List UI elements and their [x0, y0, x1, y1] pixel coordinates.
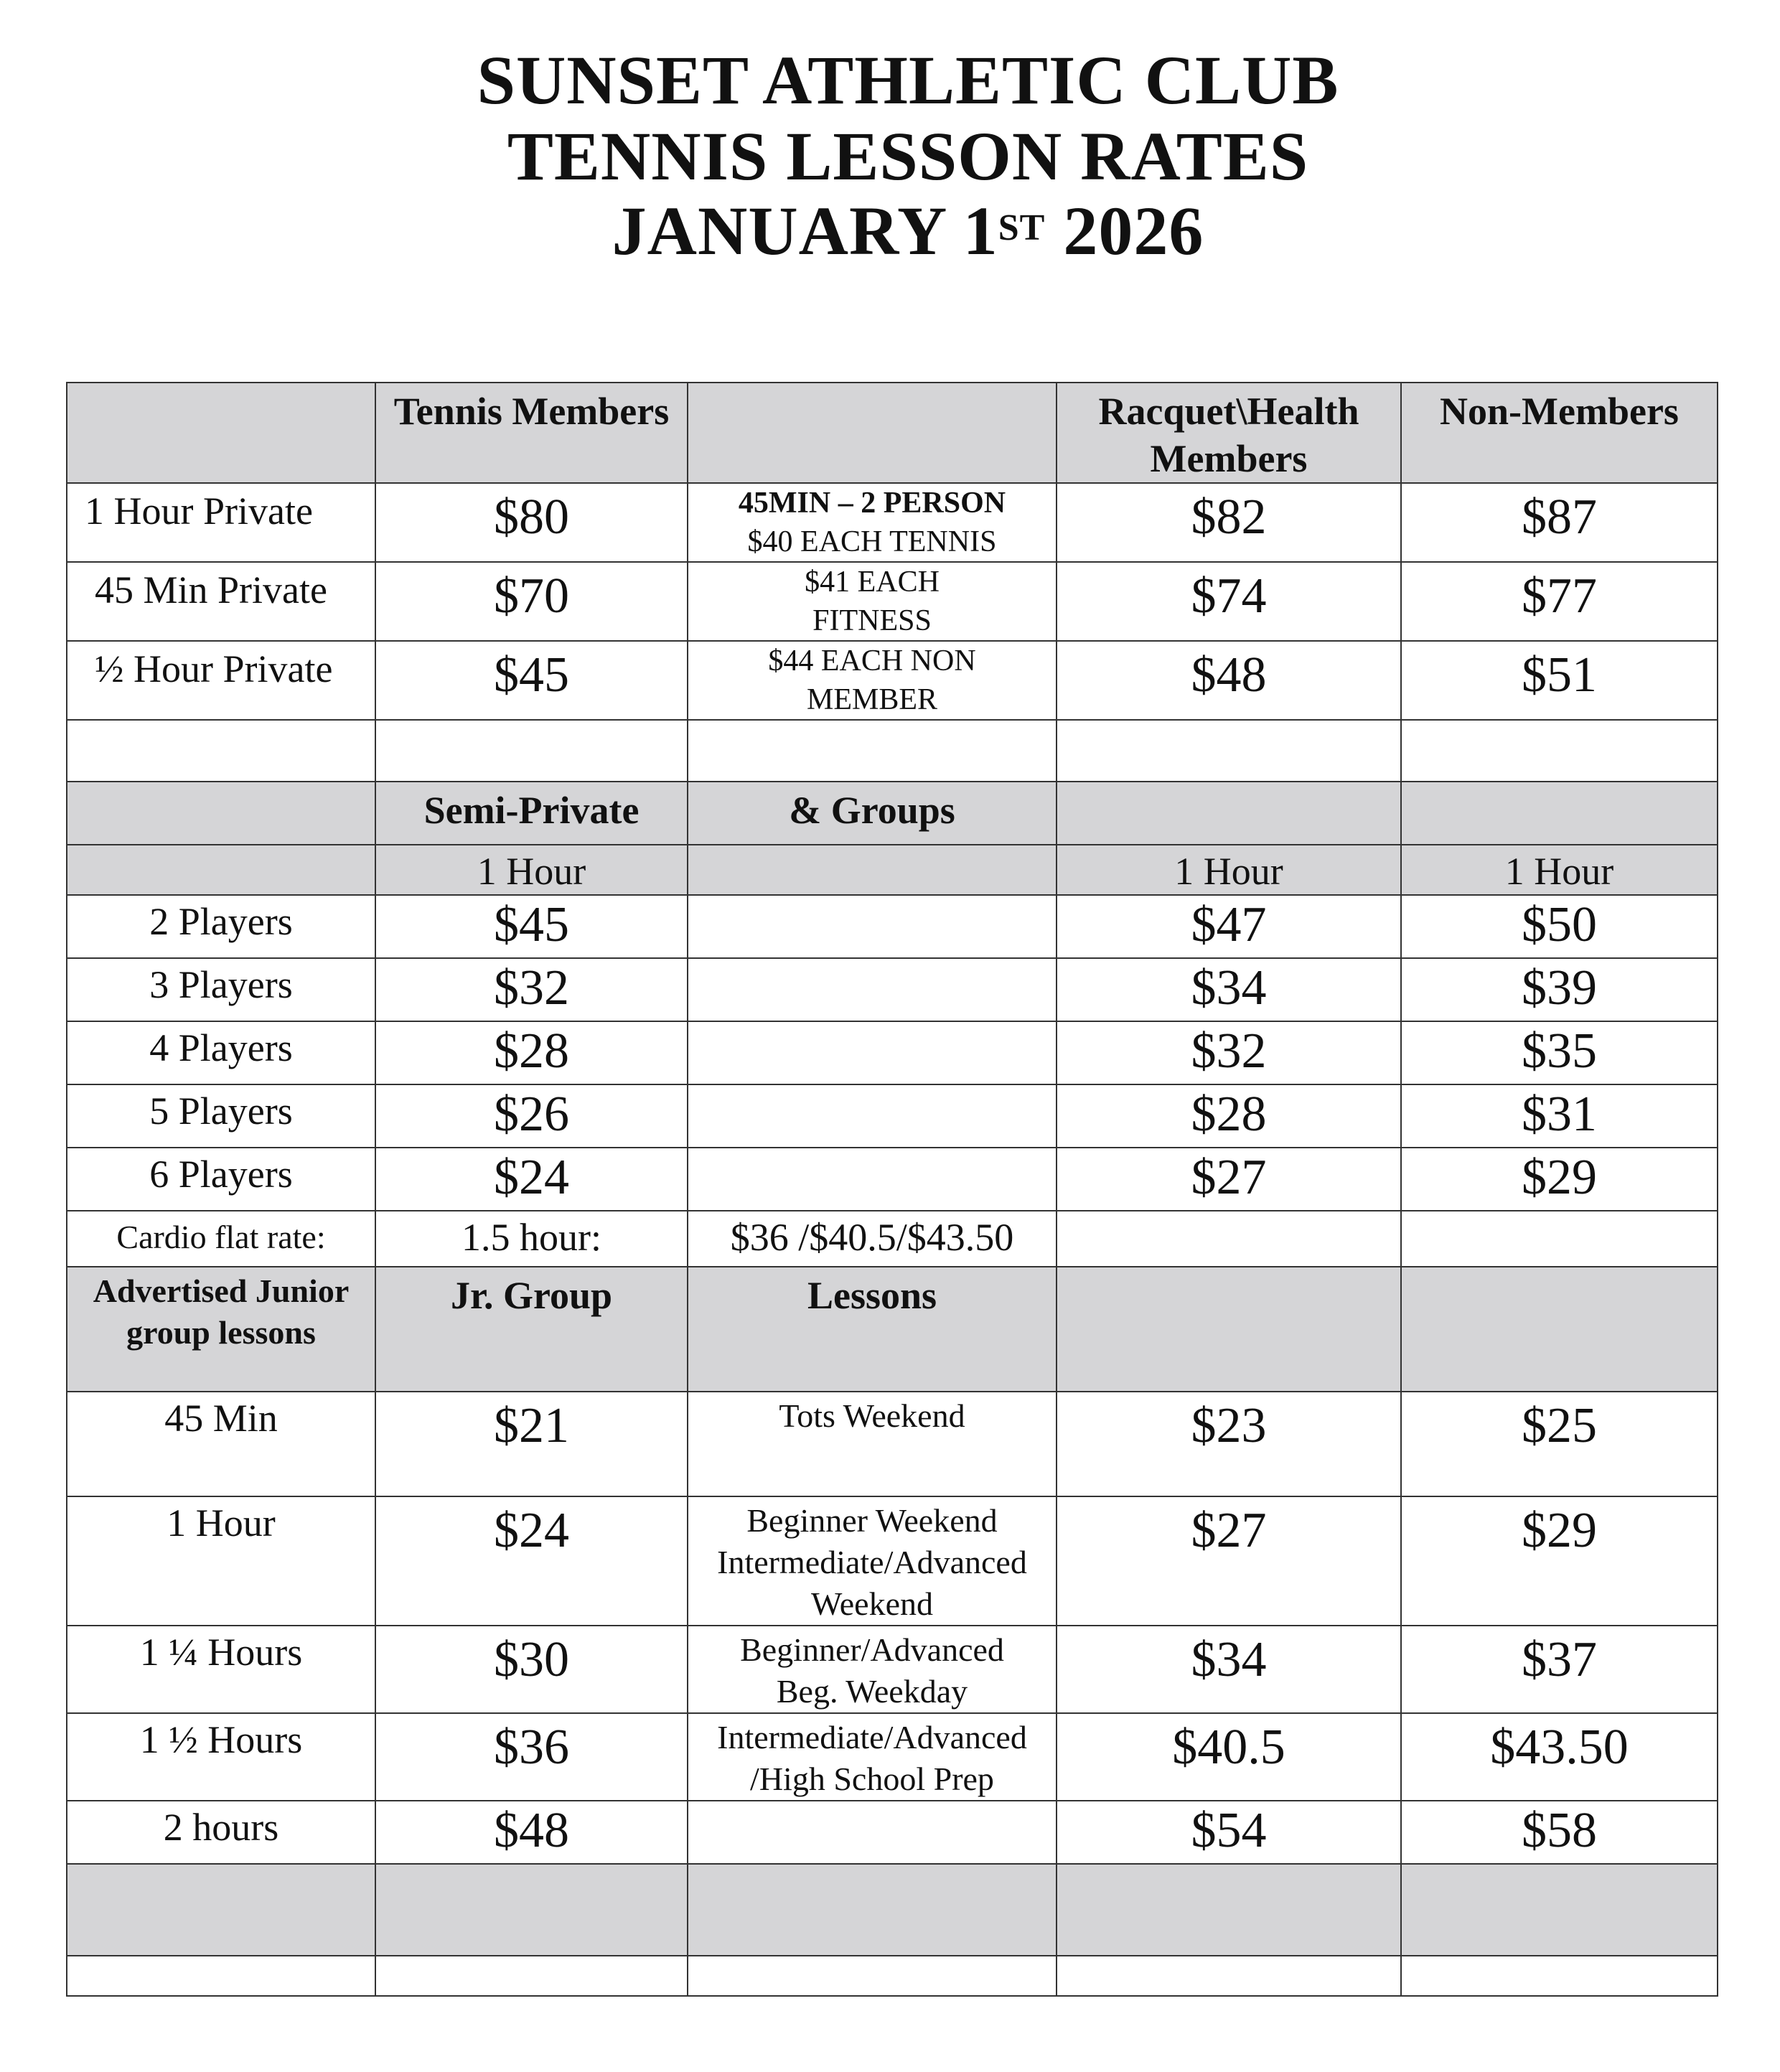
table-row — [67, 483, 1718, 562]
table-row — [67, 1392, 1718, 1496]
tennis-price: $80 — [375, 483, 688, 562]
racquet-price: $48 — [1057, 641, 1401, 720]
junior-header-row — [67, 1267, 1718, 1392]
players-label: 3 Players — [67, 958, 375, 1021]
junior-description: Tots Weekend — [688, 1392, 1057, 1496]
junior-duration: 1 ¼ Hours — [67, 1626, 375, 1713]
table-row — [67, 895, 1718, 958]
duration-row — [67, 845, 1718, 895]
non-member-price: $39 — [1401, 958, 1718, 1021]
tennis-price: $24 — [375, 1496, 688, 1626]
row-label: 45 Min Private — [67, 562, 375, 641]
row-label: 1 Hour Private — [67, 483, 375, 562]
two-person-note: $44 EACH NON MEMBER — [688, 641, 1057, 720]
non-member-price: $31 — [1401, 1084, 1718, 1148]
junior-description — [688, 1801, 1057, 1864]
non-member-price: $77 — [1401, 562, 1718, 641]
junior-duration: 1 Hour — [67, 1496, 375, 1626]
bottom-blank-row — [67, 1956, 1718, 1996]
non-member-price: $29 — [1401, 1496, 1718, 1626]
junior-label: Advertised Junior group lessons — [67, 1267, 375, 1392]
cardio-row — [67, 1211, 1718, 1267]
title-line-date — [18, 192, 1780, 270]
groups-title: & Groups — [688, 782, 1057, 845]
non-member-price: $37 — [1401, 1626, 1718, 1713]
racquet-price: $23 — [1057, 1392, 1401, 1496]
semi-private-title: Semi-Private — [375, 782, 688, 845]
players-label: 6 Players — [67, 1148, 375, 1211]
tennis-price: $45 — [375, 895, 688, 958]
header-racquet-health-members: Racquet\Health Members — [1057, 383, 1401, 483]
header-non-members: Non-Members — [1401, 383, 1718, 483]
racquet-price: $74 — [1057, 562, 1401, 641]
table-row — [67, 1148, 1718, 1211]
title-line-club: SUNSET ATHLETIC CLUB — [477, 42, 1339, 118]
table-row — [67, 641, 1718, 720]
duration-tennis: 1 Hour — [375, 845, 688, 895]
cardio-rates: $36 /$40.5/$43.50 — [688, 1211, 1057, 1267]
table-row — [67, 1021, 1718, 1084]
junior-description: Beginner Weekend Intermediate/Advanced Weekend — [688, 1496, 1057, 1626]
non-member-price: $51 — [1401, 641, 1718, 720]
junior-duration: 2 hours — [67, 1801, 375, 1864]
players-label: 4 Players — [67, 1021, 375, 1084]
date-ordinal: ST — [998, 207, 1046, 248]
non-member-price: $58 — [1401, 1801, 1718, 1864]
table-row — [67, 1084, 1718, 1148]
tennis-price: $21 — [375, 1392, 688, 1496]
tennis-price: $48 — [375, 1801, 688, 1864]
table-row — [67, 1626, 1718, 1713]
duration-non-member: 1 Hour — [1401, 845, 1718, 895]
bottom-shaded-row — [67, 1864, 1718, 1956]
tennis-price: $28 — [375, 1021, 688, 1084]
tennis-price: $32 — [375, 958, 688, 1021]
header-row — [67, 383, 1718, 483]
header-tennis-members: Tennis Members — [375, 383, 688, 483]
junior-description: Beginner/Advanced Beg. Weekday — [688, 1626, 1057, 1713]
tennis-price: $26 — [375, 1084, 688, 1148]
table-row — [67, 562, 1718, 641]
rates-table — [66, 382, 1718, 1997]
title-line-rates: TENNIS LESSON RATES — [507, 118, 1309, 194]
junior-duration: 1 ½ Hours — [67, 1713, 375, 1801]
row-label: ½ Hour Private — [67, 641, 375, 720]
racquet-price: $27 — [1057, 1496, 1401, 1626]
players-label: 2 Players — [67, 895, 375, 958]
cardio-label: Cardio flat rate: — [67, 1211, 375, 1267]
duration-racquet: 1 Hour — [1057, 845, 1401, 895]
non-member-price: $29 — [1401, 1148, 1718, 1211]
non-member-price: $87 — [1401, 483, 1718, 562]
racquet-price: $28 — [1057, 1084, 1401, 1148]
jr-group-title: Jr. Group — [375, 1267, 688, 1392]
header-empty — [67, 383, 375, 483]
non-member-price: $43.50 — [1401, 1713, 1718, 1801]
racquet-price: $27 — [1057, 1148, 1401, 1211]
tennis-price: $45 — [375, 641, 688, 720]
racquet-price: $34 — [1057, 1626, 1401, 1713]
non-member-price: $50 — [1401, 895, 1718, 958]
racquet-price: $82 — [1057, 483, 1401, 562]
table-row — [67, 958, 1718, 1021]
date-year: 2026 — [1045, 192, 1204, 269]
racquet-price: $34 — [1057, 958, 1401, 1021]
tennis-price: $30 — [375, 1626, 688, 1713]
junior-description: Intermediate/Advanced /High School Prep — [688, 1713, 1057, 1801]
non-member-price: $25 — [1401, 1392, 1718, 1496]
two-person-note — [688, 483, 1057, 562]
racquet-price: $32 — [1057, 1021, 1401, 1084]
racquet-price: $47 — [1057, 895, 1401, 958]
two-person-note: $41 EACH FITNESS — [688, 562, 1057, 641]
racquet-price: $40.5 — [1057, 1713, 1401, 1801]
table-row — [67, 1496, 1718, 1626]
tennis-price: $70 — [375, 562, 688, 641]
table-row — [67, 1713, 1718, 1801]
spacer-row — [67, 720, 1718, 782]
note-bold: 45MIN – 2 PERSON — [738, 487, 1006, 520]
cardio-duration: 1.5 hour: — [375, 1211, 688, 1267]
note-text: $40 EACH TENNIS — [747, 525, 997, 558]
racquet-price: $54 — [1057, 1801, 1401, 1864]
non-member-price: $35 — [1401, 1021, 1718, 1084]
table-row — [67, 1801, 1718, 1864]
header-empty-2 — [688, 383, 1057, 483]
date-month-day: JANUARY 1 — [612, 192, 998, 269]
semi-private-header-row — [67, 782, 1718, 845]
junior-duration: 45 Min — [67, 1392, 375, 1496]
tennis-price: $36 — [375, 1713, 688, 1801]
players-label: 5 Players — [67, 1084, 375, 1148]
tennis-price: $24 — [375, 1148, 688, 1211]
lessons-title: Lessons — [688, 1267, 1057, 1392]
